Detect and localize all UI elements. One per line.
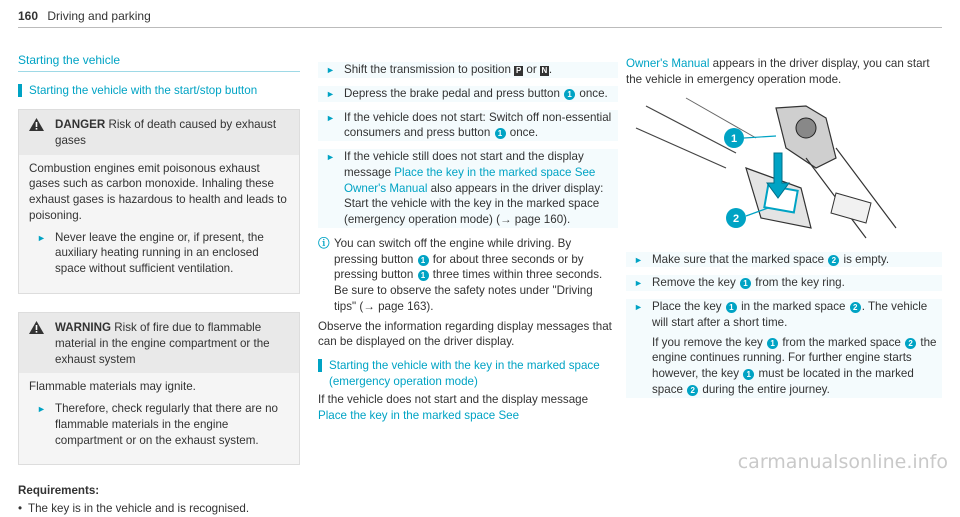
marker-1-icon: 1 bbox=[743, 369, 754, 380]
step-depress-brake bbox=[318, 86, 618, 102]
step-text: once. bbox=[509, 126, 539, 140]
emergency-intro bbox=[318, 392, 618, 424]
key-marked-space-illustration bbox=[626, 98, 916, 240]
danger-header bbox=[19, 110, 299, 155]
column-left bbox=[18, 52, 300, 517]
warning-summary: Risk of fire due to flammable material in the engine compartment or the exhaust system bbox=[55, 320, 270, 366]
page-header bbox=[18, 8, 151, 24]
step-emergency-start bbox=[318, 149, 618, 228]
marker-2-icon: 2 bbox=[828, 255, 839, 266]
marker-1-icon: 1 bbox=[767, 338, 778, 349]
step-arrow-icon: ► bbox=[634, 278, 643, 289]
step-text: . The vehicle will start after a short time. bbox=[652, 300, 928, 329]
warning-header bbox=[19, 313, 299, 373]
bullet-dot-icon: • bbox=[18, 502, 23, 516]
page-number: 160 bbox=[18, 9, 39, 23]
intro-text: appears in the driver display, you can start the vehicle in emergency operation mode. bbox=[626, 57, 930, 86]
step-arrow-icon: ► bbox=[634, 302, 643, 313]
marker-2-icon: 2 bbox=[687, 385, 698, 396]
marker-1-icon: 1 bbox=[564, 89, 575, 100]
subsection-heading-text: Starting the vehicle with the start/stop button bbox=[29, 84, 258, 98]
step-place-key bbox=[626, 299, 942, 398]
requirements-item bbox=[18, 501, 300, 517]
page-reference[interactable]: page 160). bbox=[514, 213, 571, 227]
observe-text: Observe the information regarding display messages that can be displayed on the driver display. bbox=[318, 319, 612, 349]
intro-text: If the vehicle does not start and the display message bbox=[318, 392, 589, 406]
step-text: Shift the transmission to position bbox=[344, 63, 511, 76]
step-arrow-icon: ► bbox=[326, 112, 335, 123]
column-right bbox=[626, 56, 942, 406]
step-text: Make sure that the marked space bbox=[652, 252, 825, 266]
step-text: Place the key bbox=[652, 300, 722, 314]
danger-summary: Risk of death caused by exhaust gases bbox=[55, 118, 277, 147]
step-text: the engine continues running. For further engine starts however, the key bbox=[652, 335, 937, 381]
header-divider bbox=[18, 27, 942, 28]
step-ensure-empty bbox=[626, 252, 942, 268]
danger-box bbox=[18, 109, 300, 294]
step-text: If the vehicle does not start: Switch off non-essential consumers and press button bbox=[344, 110, 612, 140]
display-message: Place the key in the marked space See Owner's Manual bbox=[344, 165, 596, 195]
danger-step-text: Never leave the engine or, if present, the auxiliary heating running in an enclosed space without sufficient ventilation. bbox=[55, 230, 264, 276]
step-arrow-icon: ► bbox=[37, 232, 46, 243]
page-reference[interactable]: page 163). bbox=[378, 299, 434, 313]
warning-label: WARNING bbox=[55, 320, 112, 334]
heading-bar bbox=[318, 359, 322, 372]
step-text: in the marked space bbox=[741, 300, 846, 314]
requirements-title: Requirements: bbox=[18, 484, 100, 498]
heading-bar bbox=[18, 84, 22, 97]
marker-2-label: 2 bbox=[732, 212, 740, 225]
step-text: once. bbox=[579, 86, 608, 100]
marker-1-icon: 1 bbox=[726, 302, 737, 313]
section-title: Starting the vehicle bbox=[18, 52, 300, 72]
display-message: Place the key in the marked space See bbox=[318, 408, 520, 422]
step-shift-transmission: ► Shift the transmission to position P or N . bbox=[318, 62, 618, 78]
display-message: Owner's Manual bbox=[626, 57, 710, 70]
column-middle bbox=[318, 56, 618, 423]
page-ref-arrow-icon: → bbox=[363, 299, 375, 313]
watermark: carmanualsonline.info bbox=[737, 451, 948, 474]
requirements-item-text: The key is in the vehicle and is recognised. bbox=[28, 502, 250, 516]
step-text: If you remove the key bbox=[652, 335, 763, 349]
marker-1-icon: 1 bbox=[495, 128, 506, 139]
tip-text: You can switch off the engine while driving. By pressing button bbox=[334, 236, 572, 266]
marker-2-icon: 2 bbox=[850, 302, 861, 313]
gear-n-icon: N bbox=[541, 66, 548, 75]
step-arrow-icon: ► bbox=[37, 404, 46, 415]
step-text: Remove the key bbox=[652, 276, 736, 290]
step-arrow-icon: ► bbox=[634, 254, 643, 265]
marker-1-label: 1 bbox=[730, 132, 738, 145]
tip-note bbox=[318, 236, 618, 315]
requirements bbox=[18, 483, 300, 517]
warning-triangle-icon bbox=[29, 321, 45, 367]
step-text: is empty. bbox=[843, 252, 890, 266]
marker-1-icon: 1 bbox=[740, 278, 751, 289]
tip-text: three times within three seconds. Be sure to observe the safety notes under "Driving tips" ( bbox=[334, 268, 603, 313]
danger-text: Combustion engines emit poisonous exhaust gases such as carbon monoxide. Inhaling these exhaust gases is hazardous to health and leads to poisoning. bbox=[29, 161, 287, 222]
marker-1-icon: 1 bbox=[418, 255, 429, 266]
subsection-heading-emergency bbox=[318, 358, 618, 390]
step-text: from the marked space bbox=[782, 335, 901, 349]
chapter-title: Driving and parking bbox=[47, 9, 151, 23]
warning-box bbox=[18, 312, 300, 465]
marker-1-icon: 1 bbox=[418, 270, 429, 281]
warning-text: Flammable materials may ignite. bbox=[29, 380, 196, 394]
step-arrow-icon: ► bbox=[326, 88, 335, 99]
gear-p-icon: P bbox=[515, 66, 522, 75]
step-arrow-icon: ► bbox=[326, 65, 335, 75]
marker-2-icon: 2 bbox=[905, 338, 916, 349]
step-text: If the vehicle still does not start and the display message bbox=[344, 150, 584, 179]
emergency-intro-continued bbox=[626, 56, 942, 88]
step-text: during the entire journey. bbox=[702, 382, 830, 396]
tip-text: for about three seconds or by pressing button bbox=[334, 252, 584, 282]
step-text: from the key ring. bbox=[755, 276, 845, 290]
step-text: Depress the brake pedal and press button bbox=[344, 86, 560, 100]
warning-body bbox=[19, 373, 299, 464]
step-switch-off-consumers bbox=[318, 110, 618, 142]
danger-body bbox=[19, 155, 299, 293]
step-arrow-icon: ► bbox=[326, 152, 335, 163]
step-remove-key bbox=[626, 275, 942, 291]
warning-step-text: Therefore, check regularly that there are no flammable materials in the engine compartment or on the exhaust system. bbox=[55, 402, 278, 447]
info-icon: ⓘ bbox=[318, 236, 330, 250]
danger-step bbox=[29, 230, 289, 277]
subsection-heading-text: Starting the vehicle with the key in the marked space (emergency operation mode) bbox=[329, 359, 600, 389]
danger-label: DANGER bbox=[55, 118, 106, 132]
subsection-heading-start-stop bbox=[18, 83, 300, 99]
step-text: or bbox=[526, 63, 537, 76]
step-text: also appears in the driver display: Start the vehicle with the key in the marked space (emergency operation mode) ( bbox=[344, 181, 604, 227]
warning-triangle-icon bbox=[29, 118, 45, 149]
page-ref-arrow-icon: → bbox=[499, 213, 512, 227]
warning-step bbox=[29, 401, 289, 448]
step-text: must be located in the marked space bbox=[652, 367, 914, 396]
